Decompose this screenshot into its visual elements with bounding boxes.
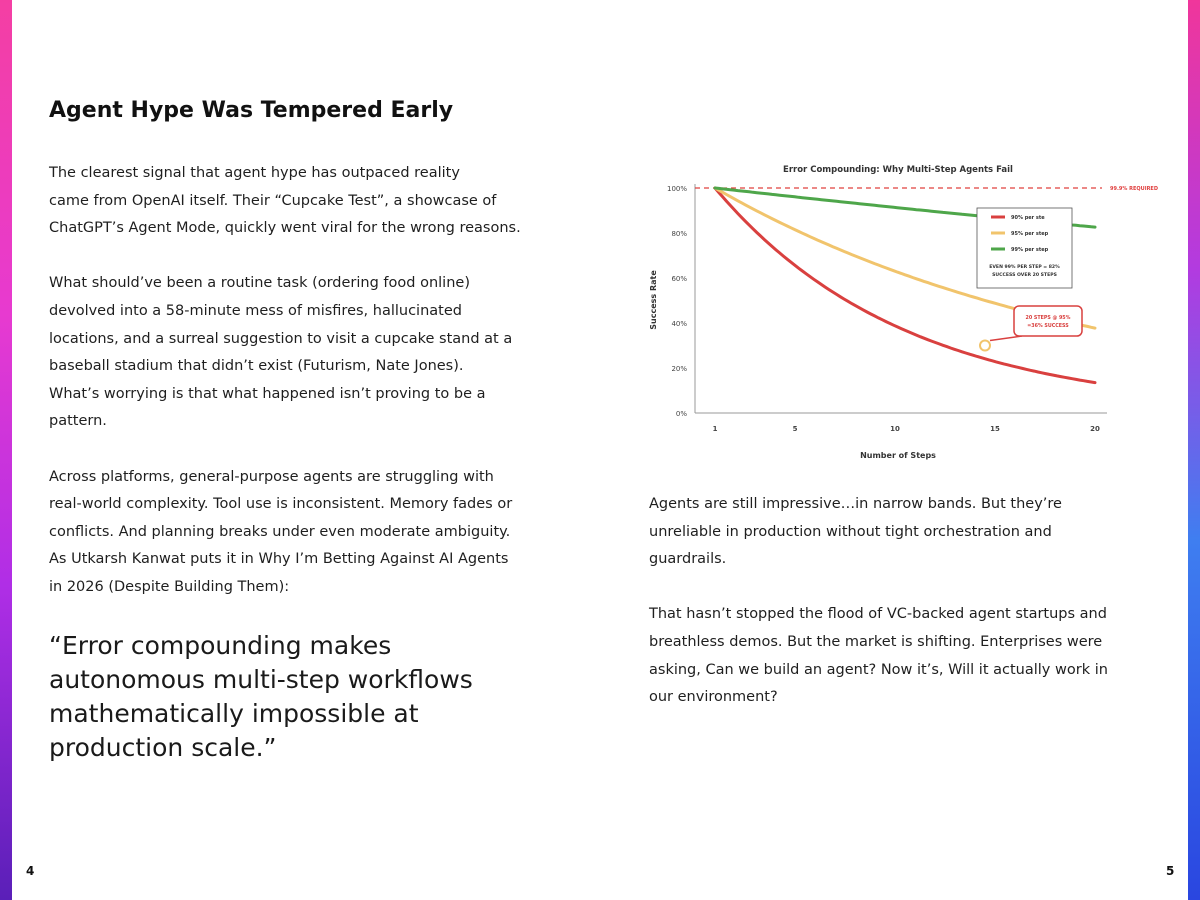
y-tick-label: 60% bbox=[671, 275, 687, 283]
text-line: That hasn’t stopped the flood of VC-backed agent startups and bbox=[649, 606, 1107, 623]
left-column bbox=[49, 160, 569, 765]
right-paragraph-1 bbox=[649, 491, 1149, 574]
legend-entry: 95% per step bbox=[1011, 231, 1049, 237]
x-tick-label: 5 bbox=[792, 425, 798, 433]
text-line: guardrails. bbox=[649, 551, 727, 568]
text-line: Across platforms, general-purpose agents are struggling with bbox=[49, 468, 494, 485]
legend-note: EVEN 99% PER STEP = 82% bbox=[989, 265, 1060, 270]
text-line: Agents are still impressive…in narrow bands. But they’re bbox=[649, 496, 1062, 512]
y-tick-label: 100% bbox=[666, 185, 687, 193]
left-paragraph-2 bbox=[49, 270, 569, 436]
text-line: What’s worrying is that what happened isn’t proving to be a bbox=[49, 385, 486, 402]
text-line: our environment? bbox=[649, 689, 778, 706]
chart-title: Error Compounding: Why Multi-Step Agents Fail bbox=[783, 165, 1013, 175]
y-tick-label: 80% bbox=[671, 230, 687, 238]
text-line: unreliable in production without tight orchestration and bbox=[649, 523, 1052, 540]
right-paragraph-2 bbox=[649, 601, 1149, 711]
text-line: As Utkarsh Kanwat puts it in Why I’m Betting Against AI Agents bbox=[49, 551, 509, 568]
callout-box bbox=[1014, 306, 1082, 336]
pull-quote bbox=[49, 629, 569, 765]
text-line: locations, and a surreal suggestion to visit a cupcake stand at a bbox=[49, 330, 513, 347]
quote-line: autonomous multi-step workflows bbox=[49, 665, 473, 695]
page-number-right: 5 bbox=[1166, 864, 1175, 878]
callout-text: =36% SUCCESS bbox=[1027, 324, 1069, 329]
left-paragraph-3 bbox=[49, 464, 569, 602]
callout-text: 20 STEPS @ 95% bbox=[1025, 316, 1071, 321]
x-tick-label: 20 bbox=[1090, 425, 1100, 433]
right-gradient-edge bbox=[1188, 0, 1200, 900]
callout-marker bbox=[980, 341, 990, 351]
reference-line-label: 99.9% REQUIRED bbox=[1110, 186, 1158, 192]
page-number-left: 4 bbox=[26, 864, 35, 878]
x-axis-label: Number of Steps bbox=[860, 451, 936, 460]
y-tick-label: 20% bbox=[671, 365, 687, 373]
y-tick-label: 40% bbox=[671, 320, 687, 328]
text-line: pattern. bbox=[49, 413, 107, 430]
text-line: ChatGPT’s Agent Mode, quickly went viral for the wrong reasons. bbox=[49, 220, 521, 237]
x-tick-label: 15 bbox=[990, 425, 1000, 433]
text-line: devolved into a 58-minute mess of misfires, hallucinated bbox=[49, 302, 462, 319]
left-paragraph-1 bbox=[49, 160, 569, 243]
x-tick-label: 10 bbox=[890, 425, 900, 433]
text-line: baseball stadium that didn’t exist (Futurism, Nate Jones). bbox=[49, 358, 464, 375]
x-tick-label: 1 bbox=[712, 425, 718, 433]
quote-line: “Error compounding makes bbox=[49, 631, 392, 661]
text-line: breathless demos. But the market is shifting. Enterprises were bbox=[649, 633, 1103, 650]
text-line: real-world complexity. Tool use is inconsistent. Memory fades or bbox=[49, 496, 513, 513]
y-tick-label: 0% bbox=[675, 410, 687, 418]
text-line: asking, Can we build an agent? Now it’s, Will it actually work in bbox=[649, 661, 1108, 678]
callout-connector bbox=[990, 336, 1022, 341]
error-compounding-chart bbox=[640, 158, 1160, 468]
quote-line: mathematically impossible at bbox=[49, 699, 419, 729]
legend-note: SUCCESS OVER 20 STEPS bbox=[992, 273, 1057, 278]
y-axis-label: Success Rate bbox=[649, 270, 658, 330]
left-gradient-edge bbox=[0, 0, 12, 900]
legend-entry: 90% per ste bbox=[1011, 215, 1045, 221]
text-line: conflicts. And planning breaks under even moderate ambiguity. bbox=[49, 523, 511, 540]
legend-entry: 99% per step bbox=[1011, 247, 1049, 253]
text-line: in 2026 (Despite Building Them): bbox=[49, 578, 290, 595]
quote-line: production scale.” bbox=[49, 733, 277, 763]
right-column bbox=[649, 491, 1149, 739]
page-heading: Agent Hype Was Tempered Early bbox=[49, 98, 454, 123]
text-line: The clearest signal that agent hype has outpaced reality bbox=[49, 165, 460, 181]
text-line: What should’ve been a routine task (ordering food online) bbox=[49, 275, 470, 292]
text-line: came from OpenAI itself. Their “Cupcake Test”, a showcase of bbox=[49, 192, 497, 209]
